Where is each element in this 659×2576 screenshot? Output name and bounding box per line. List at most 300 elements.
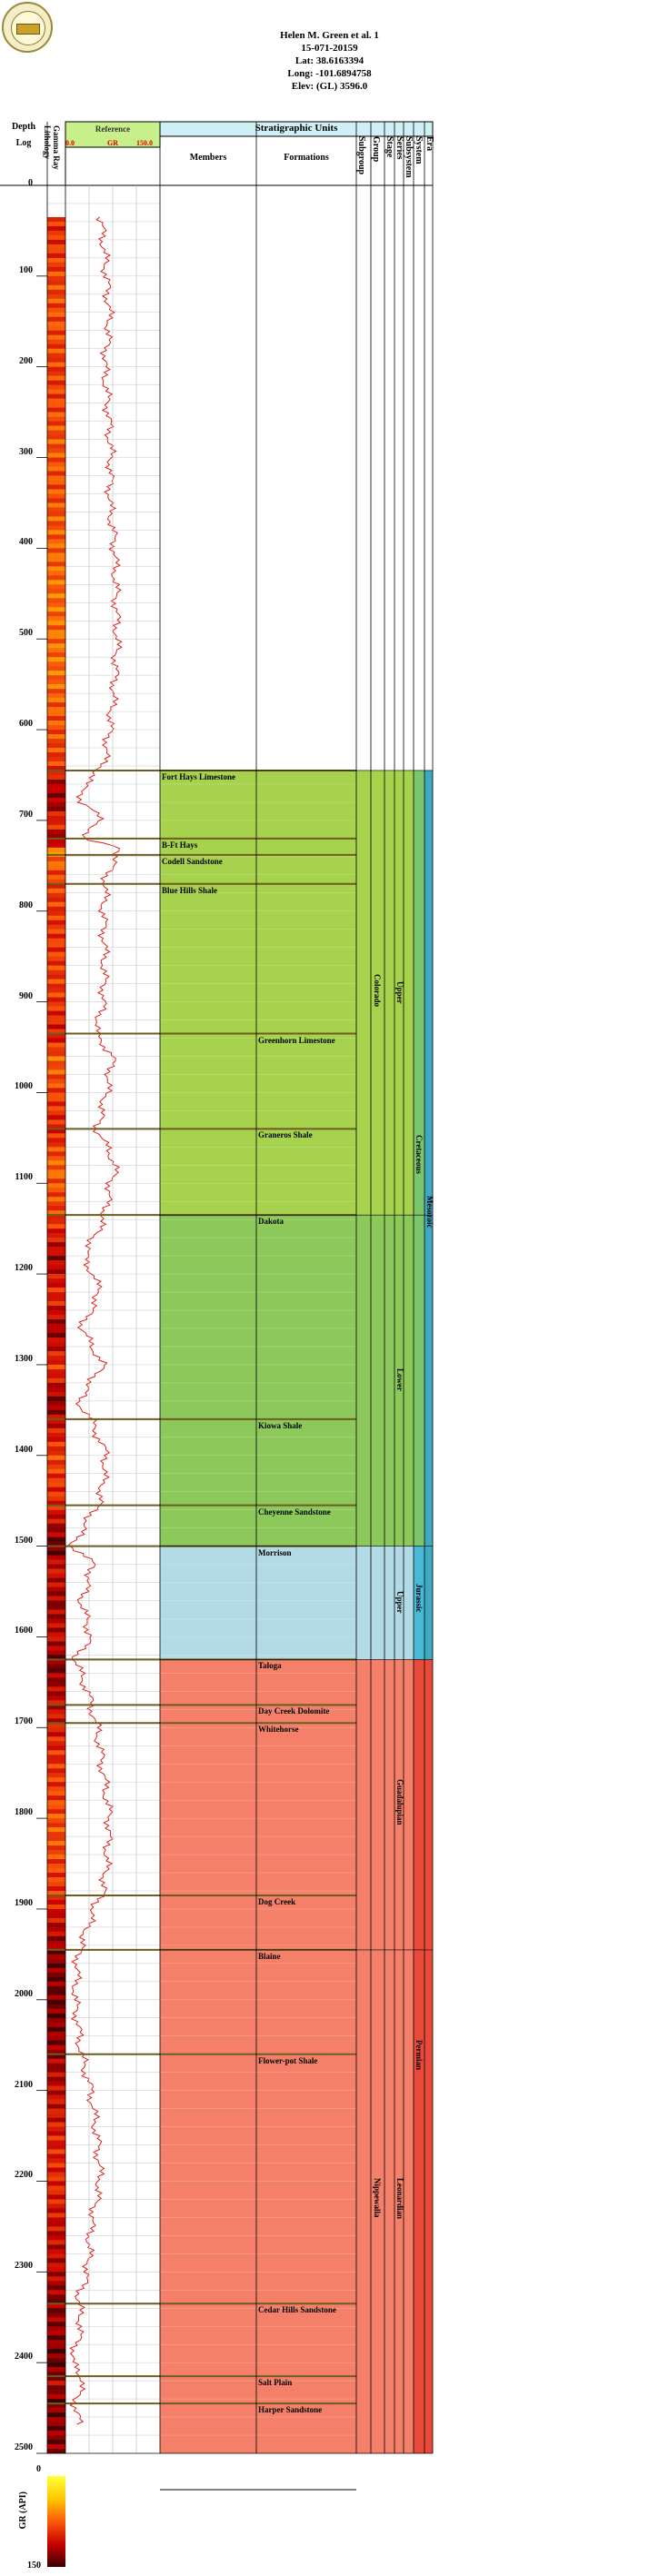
- gr-color-cell: [47, 353, 65, 358]
- gr-color-cell: [47, 2027, 65, 2032]
- gr-color-cell: [47, 966, 65, 970]
- gr-color-cell: [47, 1918, 65, 1923]
- gr-color-cell: [47, 2176, 65, 2181]
- stage-header: Stage: [384, 136, 394, 158]
- gr-color-cell: [47, 507, 65, 512]
- gr-color-cell: [47, 607, 65, 612]
- gr-color-cell: [47, 1873, 65, 1877]
- gr-color-cell: [47, 916, 65, 920]
- gr-color-cell: [47, 957, 65, 961]
- gr-color-cell: [47, 417, 65, 422]
- gr-color-cell: [47, 684, 65, 689]
- gr-color-cell: [47, 848, 65, 852]
- gr-color-cell: [47, 652, 65, 657]
- gr-color-cell: [47, 625, 65, 630]
- gr-color-cell: [47, 1083, 65, 1088]
- longitude: Long: -101.6894758: [287, 68, 372, 79]
- gr-color-cell: [47, 1228, 65, 1233]
- gr-color-cell: [47, 281, 65, 285]
- gr-color-cell: [47, 1233, 65, 1238]
- gr-color-cell: [47, 993, 65, 998]
- gr-color-cell: [47, 1424, 65, 1428]
- gr-color-cell: [47, 263, 65, 267]
- gr-color-cell: [47, 1065, 65, 1069]
- formation-label: Dakota: [258, 1217, 285, 1227]
- formation-label: Cedar Hills Sandstone: [258, 2305, 336, 2315]
- gr-color-cell: [47, 1809, 65, 1814]
- gr-color-cell: [47, 898, 65, 902]
- gr-color-cell: [47, 1510, 65, 1515]
- gr-color-cell: [47, 584, 65, 589]
- gr-color-cell: [47, 440, 65, 444]
- gr-color-cell: [47, 757, 65, 761]
- gr-color-cell: [47, 2408, 65, 2412]
- gr-color-cell: [47, 258, 65, 263]
- era-header: Era: [424, 136, 434, 152]
- gr-color-cell: [47, 998, 65, 1002]
- gr-color-cell: [47, 920, 65, 925]
- gr-color-cell: [47, 267, 65, 272]
- gr-color-cell: [47, 372, 65, 376]
- gr-color-cell: [47, 2100, 65, 2104]
- gr-color-cell: [47, 1592, 65, 1596]
- gr-color-cell: [47, 557, 65, 562]
- unit-label: Colorado: [373, 973, 382, 1007]
- gr-color-cell: [47, 1224, 65, 1228]
- latitude: Lat: 38.6163394: [295, 55, 364, 66]
- gr-color-cell: [47, 1060, 65, 1065]
- gr-color-cell: [47, 1746, 65, 1750]
- gr-color-cell: [47, 1800, 65, 1805]
- depth-tick-label: 1300: [15, 1353, 33, 1364]
- gr-color-cell: [47, 1646, 65, 1650]
- gr-color-cell: [47, 1247, 65, 1251]
- depth-tick-label: 1900: [15, 1897, 33, 1908]
- gr-color-cell: [47, 422, 65, 426]
- gr-color-cell: [47, 1092, 65, 1097]
- gr-color-cell: [47, 1428, 65, 1433]
- gr-color-cell: [47, 961, 65, 966]
- depth-tick-label: 500: [19, 628, 33, 639]
- gr-color-cell: [47, 1165, 65, 1169]
- gr-color-cell: [47, 2023, 65, 2027]
- gr-color-cell: [47, 1138, 65, 1142]
- gr-color-cell: [47, 475, 65, 480]
- gr-color-cell: [47, 2095, 65, 2100]
- depth-tick-label: 200: [19, 355, 33, 366]
- gr-color-cell: [47, 2294, 65, 2299]
- formation-label: Dog Creek: [258, 1896, 296, 1906]
- gr-color-cell: [47, 939, 65, 943]
- gr-color-cell: [47, 435, 65, 440]
- depth-tick-label: 2400: [15, 2352, 33, 2362]
- gr-color-cell: [47, 1256, 65, 1260]
- gr-color-cell: [47, 1959, 65, 1964]
- gr-color-cell: [47, 1777, 65, 1782]
- gr-color-cell: [47, 367, 65, 372]
- gr-color-cell: [47, 2244, 65, 2249]
- gr-color-cell: [47, 911, 65, 916]
- gr-color-cell: [47, 1664, 65, 1668]
- gr-color-cell: [47, 2004, 65, 2009]
- depth-tick-label: 300: [19, 446, 33, 457]
- depth-tick-label: 1600: [15, 1626, 33, 1636]
- gr-color-cell: [47, 1515, 65, 1519]
- gr-color-cell: [47, 2290, 65, 2294]
- colorbar-max: 150: [27, 2561, 41, 2571]
- unit-label: Leonardian: [395, 2177, 404, 2219]
- depth-tick-label: 700: [19, 809, 33, 820]
- gr-color-cell: [47, 349, 65, 353]
- gr-color-cell: [47, 1773, 65, 1777]
- elevation: Elev: (GL) 3596.0: [291, 81, 368, 92]
- gr-color-cell: [47, 1051, 65, 1056]
- formations-header: Formations: [284, 153, 329, 163]
- gr-color-cell: [47, 1101, 65, 1106]
- gr-color-cell: [47, 1927, 65, 1932]
- gr-scale-min: 0.0: [65, 139, 75, 147]
- gr-color-cell: [47, 444, 65, 449]
- gr-color-cell: [47, 285, 65, 290]
- gr-color-cell: [47, 1497, 65, 1501]
- gr-color-cell: [47, 2285, 65, 2290]
- formation-label: Blaine: [258, 1951, 281, 1961]
- gr-color-cell: [47, 453, 65, 458]
- gr-color-cell: [47, 326, 65, 331]
- gr-color-cell: [47, 630, 65, 634]
- gr-color-cell: [47, 1306, 65, 1310]
- gr-color-cell: [47, 2394, 65, 2399]
- gr-color-cell: [47, 2440, 65, 2444]
- gr-color-cell: [47, 2136, 65, 2141]
- gr-color-cell: [47, 1601, 65, 1606]
- gr-color-cell: [47, 1119, 65, 1124]
- gr-color-cell: [47, 707, 65, 711]
- gr-color-cell: [47, 2068, 65, 2073]
- gr-scale-max: 150.0: [136, 139, 153, 147]
- gr-color-cell: [47, 1686, 65, 1691]
- members-header: Members: [189, 153, 227, 163]
- gr-color-cell: [47, 580, 65, 584]
- gr-color-cell: [47, 1265, 65, 1269]
- depth-tick-label: 100: [19, 264, 33, 275]
- depth-tick-label: 1000: [15, 1081, 33, 1092]
- gr-color-cell: [47, 294, 65, 299]
- gr-color-cell: [47, 784, 65, 789]
- gr-color-cell: [47, 1750, 65, 1755]
- member-label: Codell Sandstone: [162, 856, 223, 866]
- gr-color-cell: [47, 1709, 65, 1714]
- gr-color-cell: [47, 2208, 65, 2213]
- gr-color-cell: [47, 2168, 65, 2173]
- gr-color-cell: [47, 344, 65, 349]
- gr-color-cell: [47, 525, 65, 530]
- gr-color-cell: [47, 1047, 65, 1051]
- gr-color-cell: [47, 403, 65, 408]
- gr-color-cell: [47, 1641, 65, 1646]
- group-header: Group: [371, 136, 381, 163]
- gr-color-cell: [47, 1183, 65, 1188]
- gr-color-cell: [47, 1433, 65, 1437]
- gr-color-cell: [47, 893, 65, 898]
- formation-label: Greenhorn Limestone: [258, 1035, 335, 1045]
- gr-color-cell: [47, 1795, 65, 1800]
- gr-color-cell: [47, 1623, 65, 1627]
- gr-color-cell: [47, 408, 65, 413]
- gr-color-cell: [47, 539, 65, 543]
- gr-color-cell: [47, 2326, 65, 2331]
- gr-color-cell: [47, 1859, 65, 1864]
- gr-color-cell: [47, 798, 65, 802]
- gr-color-cell: [47, 562, 65, 566]
- gr-color-cell: [47, 552, 65, 557]
- gr-color-cell: [47, 1069, 65, 1074]
- gr-color-cell: [47, 2009, 65, 2014]
- gr-color-cell: [47, 2235, 65, 2240]
- gr-color-cell: [47, 734, 65, 739]
- gr-color-cell: [47, 725, 65, 730]
- gr-color-cell: [47, 1964, 65, 1968]
- gr-color-cell: [47, 1868, 65, 1873]
- gr-color-cell: [47, 534, 65, 539]
- gr-color-cell: [47, 2018, 65, 2023]
- gr-color-cell: [47, 1465, 65, 1469]
- colorbar-title: GR (API): [18, 2491, 28, 2530]
- gr-color-cell: [47, 980, 65, 984]
- well-name: Helen M. Green et al. 1: [280, 30, 379, 41]
- gr-color-cell: [47, 2163, 65, 2168]
- member-label: Fort Hays Limestone: [162, 771, 235, 781]
- gr-color-cell: [47, 2258, 65, 2263]
- gr-color-cell: [47, 1614, 65, 1618]
- gr-color-cell: [47, 698, 65, 702]
- depth-tick-label: 2100: [15, 2079, 33, 2090]
- gr-color-cell: [47, 1378, 65, 1383]
- formation-label: Whitehorse: [258, 1725, 299, 1735]
- gr-color-cell: [47, 502, 65, 507]
- gr-color-cell: [47, 943, 65, 948]
- gr-color-cell: [47, 1696, 65, 1700]
- gr-color-cell: [47, 2064, 65, 2068]
- gr-color-cell: [47, 2385, 65, 2390]
- gr-color-cell: [47, 217, 65, 222]
- gr-color-cell: [47, 2390, 65, 2394]
- gr-color-cell: [47, 1188, 65, 1192]
- gr-color-cell: [47, 2449, 65, 2453]
- gr-color-cell: [47, 675, 65, 680]
- gr-color-cell: [47, 2331, 65, 2335]
- gr-color-cell: [47, 1319, 65, 1324]
- colorbar-min: 0: [36, 2464, 41, 2474]
- gr-color-cell: [47, 2240, 65, 2244]
- gr-color-cell: [47, 1110, 65, 1115]
- gr-color-cell: [47, 1560, 65, 1565]
- unit-label: Cretaceous: [414, 1134, 424, 1174]
- gr-color-cell: [47, 1442, 65, 1447]
- gr-color-cell: [47, 1727, 65, 1732]
- gr-color-cell: [47, 1483, 65, 1487]
- gr-color-cell: [47, 394, 65, 399]
- gr-color-cell: [47, 308, 65, 313]
- gr-color-cell: [47, 1487, 65, 1492]
- api-number: 15-071-20159: [301, 43, 358, 54]
- gr-color-cell: [47, 2109, 65, 2114]
- formation-label: Salt Plain: [258, 2378, 293, 2388]
- strat-units-header: Stratigraphic Units: [255, 123, 338, 134]
- gr-color-cell: [47, 930, 65, 934]
- unit-label: Upper: [395, 1591, 404, 1614]
- depth-tick-label: 1400: [15, 1444, 33, 1455]
- gr-color-cell: [47, 1406, 65, 1410]
- series-header: Series: [394, 136, 404, 160]
- gr-color-cell: [47, 548, 65, 552]
- gr-color-cell: [47, 2381, 65, 2385]
- gr-color-cell: [47, 335, 65, 340]
- gr-color-cell: [47, 340, 65, 344]
- formation-label: Day Creek Dolomite: [258, 1706, 330, 1716]
- gr-color-cell: [47, 1106, 65, 1110]
- gr-color-cell: [47, 875, 65, 880]
- gr-color-cell: [47, 1832, 65, 1836]
- gr-color-cell: [47, 431, 65, 435]
- gr-color-cell: [47, 2172, 65, 2176]
- gr-color-cell: [47, 2073, 65, 2077]
- gr-color-cell: [47, 516, 65, 521]
- gr-color-cell: [47, 1836, 65, 1841]
- gr-color-cell: [47, 2431, 65, 2435]
- gr-color-cell: [47, 2127, 65, 2132]
- gr-color-cell: [47, 1782, 65, 1786]
- gr-color-cell: [47, 1460, 65, 1465]
- formation-label: Kiowa Shale: [258, 1420, 303, 1430]
- gr-color-cell: [47, 1864, 65, 1868]
- gr-color-cell: [47, 748, 65, 752]
- member-label: Blue Hills Shale: [162, 885, 218, 895]
- gr-color-cell: [47, 399, 65, 403]
- gr-color-cell: [47, 1007, 65, 1011]
- gr-color-cell: [47, 661, 65, 666]
- gr-color-cell: [47, 1650, 65, 1655]
- gr-color-cell: [47, 303, 65, 308]
- gr-color-cell: [47, 276, 65, 281]
- formation-label: Cheyenne Sandstone: [258, 1507, 331, 1517]
- gr-color-cell: [47, 1278, 65, 1283]
- gr-color-cell: [47, 2000, 65, 2004]
- gr-color-cell: [47, 1292, 65, 1297]
- gr-color-cell: [47, 2417, 65, 2422]
- gr-color-cell: [47, 317, 65, 322]
- depth-tick-label: 1100: [15, 1172, 33, 1183]
- gr-color-cell: [47, 693, 65, 698]
- gr-color-cell: [47, 789, 65, 793]
- gr-color-cell: [47, 1791, 65, 1795]
- gr-color-cell: [47, 566, 65, 571]
- gr-color-cell: [47, 249, 65, 254]
- gr-color-cell: [47, 739, 65, 743]
- gr-color-cell: [47, 1437, 65, 1442]
- gr-color-cell: [47, 975, 65, 980]
- gr-color-cell: [47, 1179, 65, 1183]
- gr-color-cell: [47, 1079, 65, 1083]
- gr-color-cell: [47, 235, 65, 240]
- depth-tick-label: 1200: [15, 1263, 33, 1274]
- gr-color-cell: [47, 1342, 65, 1347]
- gr-color-cell: [47, 1627, 65, 1632]
- gr-color-cell: [47, 830, 65, 834]
- gr-color-cell: [47, 984, 65, 989]
- gr-color-cell: [47, 1886, 65, 1891]
- gr-color-cell: [47, 1260, 65, 1265]
- gr-color-cell: [47, 1636, 65, 1641]
- gr-color-cell: [47, 593, 65, 598]
- gr-color-cell: [47, 1310, 65, 1315]
- gr-color-cell: [47, 1401, 65, 1406]
- gr-color-cell: [47, 2185, 65, 2190]
- gr-color-cell: [47, 1677, 65, 1682]
- gr-color-cell: [47, 2132, 65, 2136]
- gr-color-cell: [47, 807, 65, 811]
- gr-color-cell: [47, 1995, 65, 2000]
- gr-color-cell: [47, 1351, 65, 1356]
- gr-color-cell: [47, 2114, 65, 2118]
- gr-color-cell: [47, 2422, 65, 2426]
- gr-color-cell: [47, 1691, 65, 1696]
- gr-color-cell: [47, 2317, 65, 2322]
- gr-color-cell: [47, 1097, 65, 1101]
- gr-color-cell: [47, 467, 65, 472]
- gr-color-cell: [47, 1973, 65, 1977]
- gr-color-cell: [47, 1982, 65, 1986]
- depth-tick-label: 1700: [15, 1716, 33, 1727]
- gr-color-cell: [47, 462, 65, 467]
- gr-color-cell: [47, 816, 65, 821]
- gr-color-cell: [47, 2426, 65, 2431]
- gr-color-cell: [47, 521, 65, 525]
- gr-color-cell: [47, 2145, 65, 2150]
- gr-color-cell: [47, 1524, 65, 1528]
- gr-color-cell: [47, 290, 65, 294]
- gr-color-cell: [47, 2091, 65, 2095]
- gr-color-cell: [47, 484, 65, 489]
- depth-tick-label: 600: [19, 719, 33, 730]
- gr-color-cell: [47, 857, 65, 861]
- gr-color-cell: [47, 381, 65, 385]
- gr-color-cell: [47, 512, 65, 516]
- gr-color-cell: [47, 2340, 65, 2344]
- gr-color-cell: [47, 2045, 65, 2050]
- gr-color-cell: [47, 1991, 65, 1995]
- gr-color-cell: [47, 2077, 65, 2082]
- gr-color-cell: [47, 231, 65, 235]
- gr-color-cell: [47, 1238, 65, 1242]
- gr-color-cell: [47, 1356, 65, 1360]
- gr-color-cell: [47, 385, 65, 390]
- gr-color-cell: [47, 602, 65, 607]
- gr-color-cell: [47, 2014, 65, 2018]
- gr-color-cell: [47, 902, 65, 907]
- gr-color-cell: [47, 1338, 65, 1342]
- gr-color-cell: [47, 458, 65, 462]
- gr-color-cell: [47, 2222, 65, 2226]
- gr-color-cell: [47, 1365, 65, 1369]
- gr-color-cell: [47, 1197, 65, 1201]
- gr-color-cell: [47, 1533, 65, 1537]
- gr-color-cell: [47, 222, 65, 226]
- gr-color-cell: [47, 1088, 65, 1092]
- gr-color-cell: [47, 1387, 65, 1392]
- gr-color-cell: [47, 639, 65, 643]
- gr-color-cell: [47, 671, 65, 675]
